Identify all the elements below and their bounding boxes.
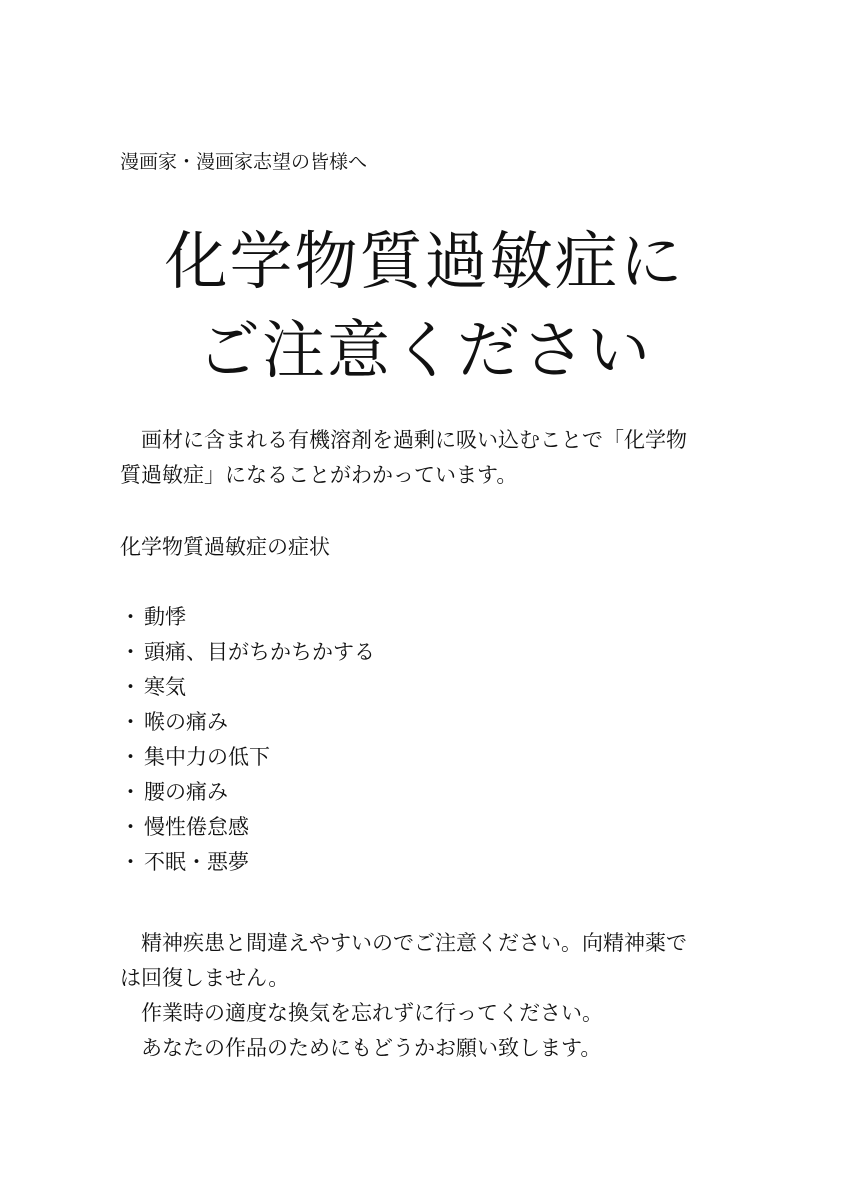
bullet: ・ (120, 815, 141, 839)
list-item (120, 775, 375, 810)
list-item (120, 670, 375, 705)
symptom-text: 慢性倦怠感 (144, 815, 249, 839)
symptom-text: 不眠・悪夢 (144, 850, 249, 874)
list-item (120, 845, 375, 880)
symptoms-heading: 化学物質過敏症の症状 (120, 535, 330, 559)
bullet: ・ (120, 745, 141, 769)
closing-line-3: 作業時の適度な換気を忘れずに行ってください。 (120, 1001, 603, 1025)
symptom-text: 腰の痛み (144, 780, 228, 804)
closing-line-1: 精神疾患と間違えやすいのでご注意ください。向精神薬で (120, 931, 687, 955)
symptom-text: 頭痛、目がちかちかする (144, 640, 375, 664)
symptom-text: 動悸 (144, 605, 186, 629)
bullet: ・ (120, 605, 141, 629)
list-item (120, 740, 375, 775)
addressee-line: 漫画家・漫画家志望の皆様へ (120, 151, 368, 173)
closing-line-4: あなたの作品のためにもどうかお願い致します。 (120, 1036, 602, 1060)
title-line-2: ご注意ください (197, 314, 652, 387)
bullet: ・ (120, 710, 141, 734)
symptom-text: 集中力の低下 (144, 745, 270, 769)
bullet: ・ (120, 780, 141, 804)
title-line-1: 化学物質過敏症に (164, 225, 685, 298)
intro-line-1: 画材に含まれる有機溶剤を過剰に吸い込むことで「化学物 (120, 428, 687, 452)
list-item (120, 810, 375, 845)
list-item (120, 600, 375, 635)
symptom-text: 喉の痛み (144, 710, 228, 734)
bullet: ・ (120, 675, 141, 699)
intro-line-2: 質過敏症」になることがわかっています。 (120, 463, 518, 487)
symptom-text: 寒気 (144, 675, 186, 699)
symptom-list (120, 600, 375, 880)
bullet: ・ (120, 640, 141, 664)
list-item (120, 705, 375, 740)
closing-line-2: は回復しません。 (120, 966, 290, 990)
list-item (120, 635, 375, 670)
bullet: ・ (120, 850, 141, 874)
